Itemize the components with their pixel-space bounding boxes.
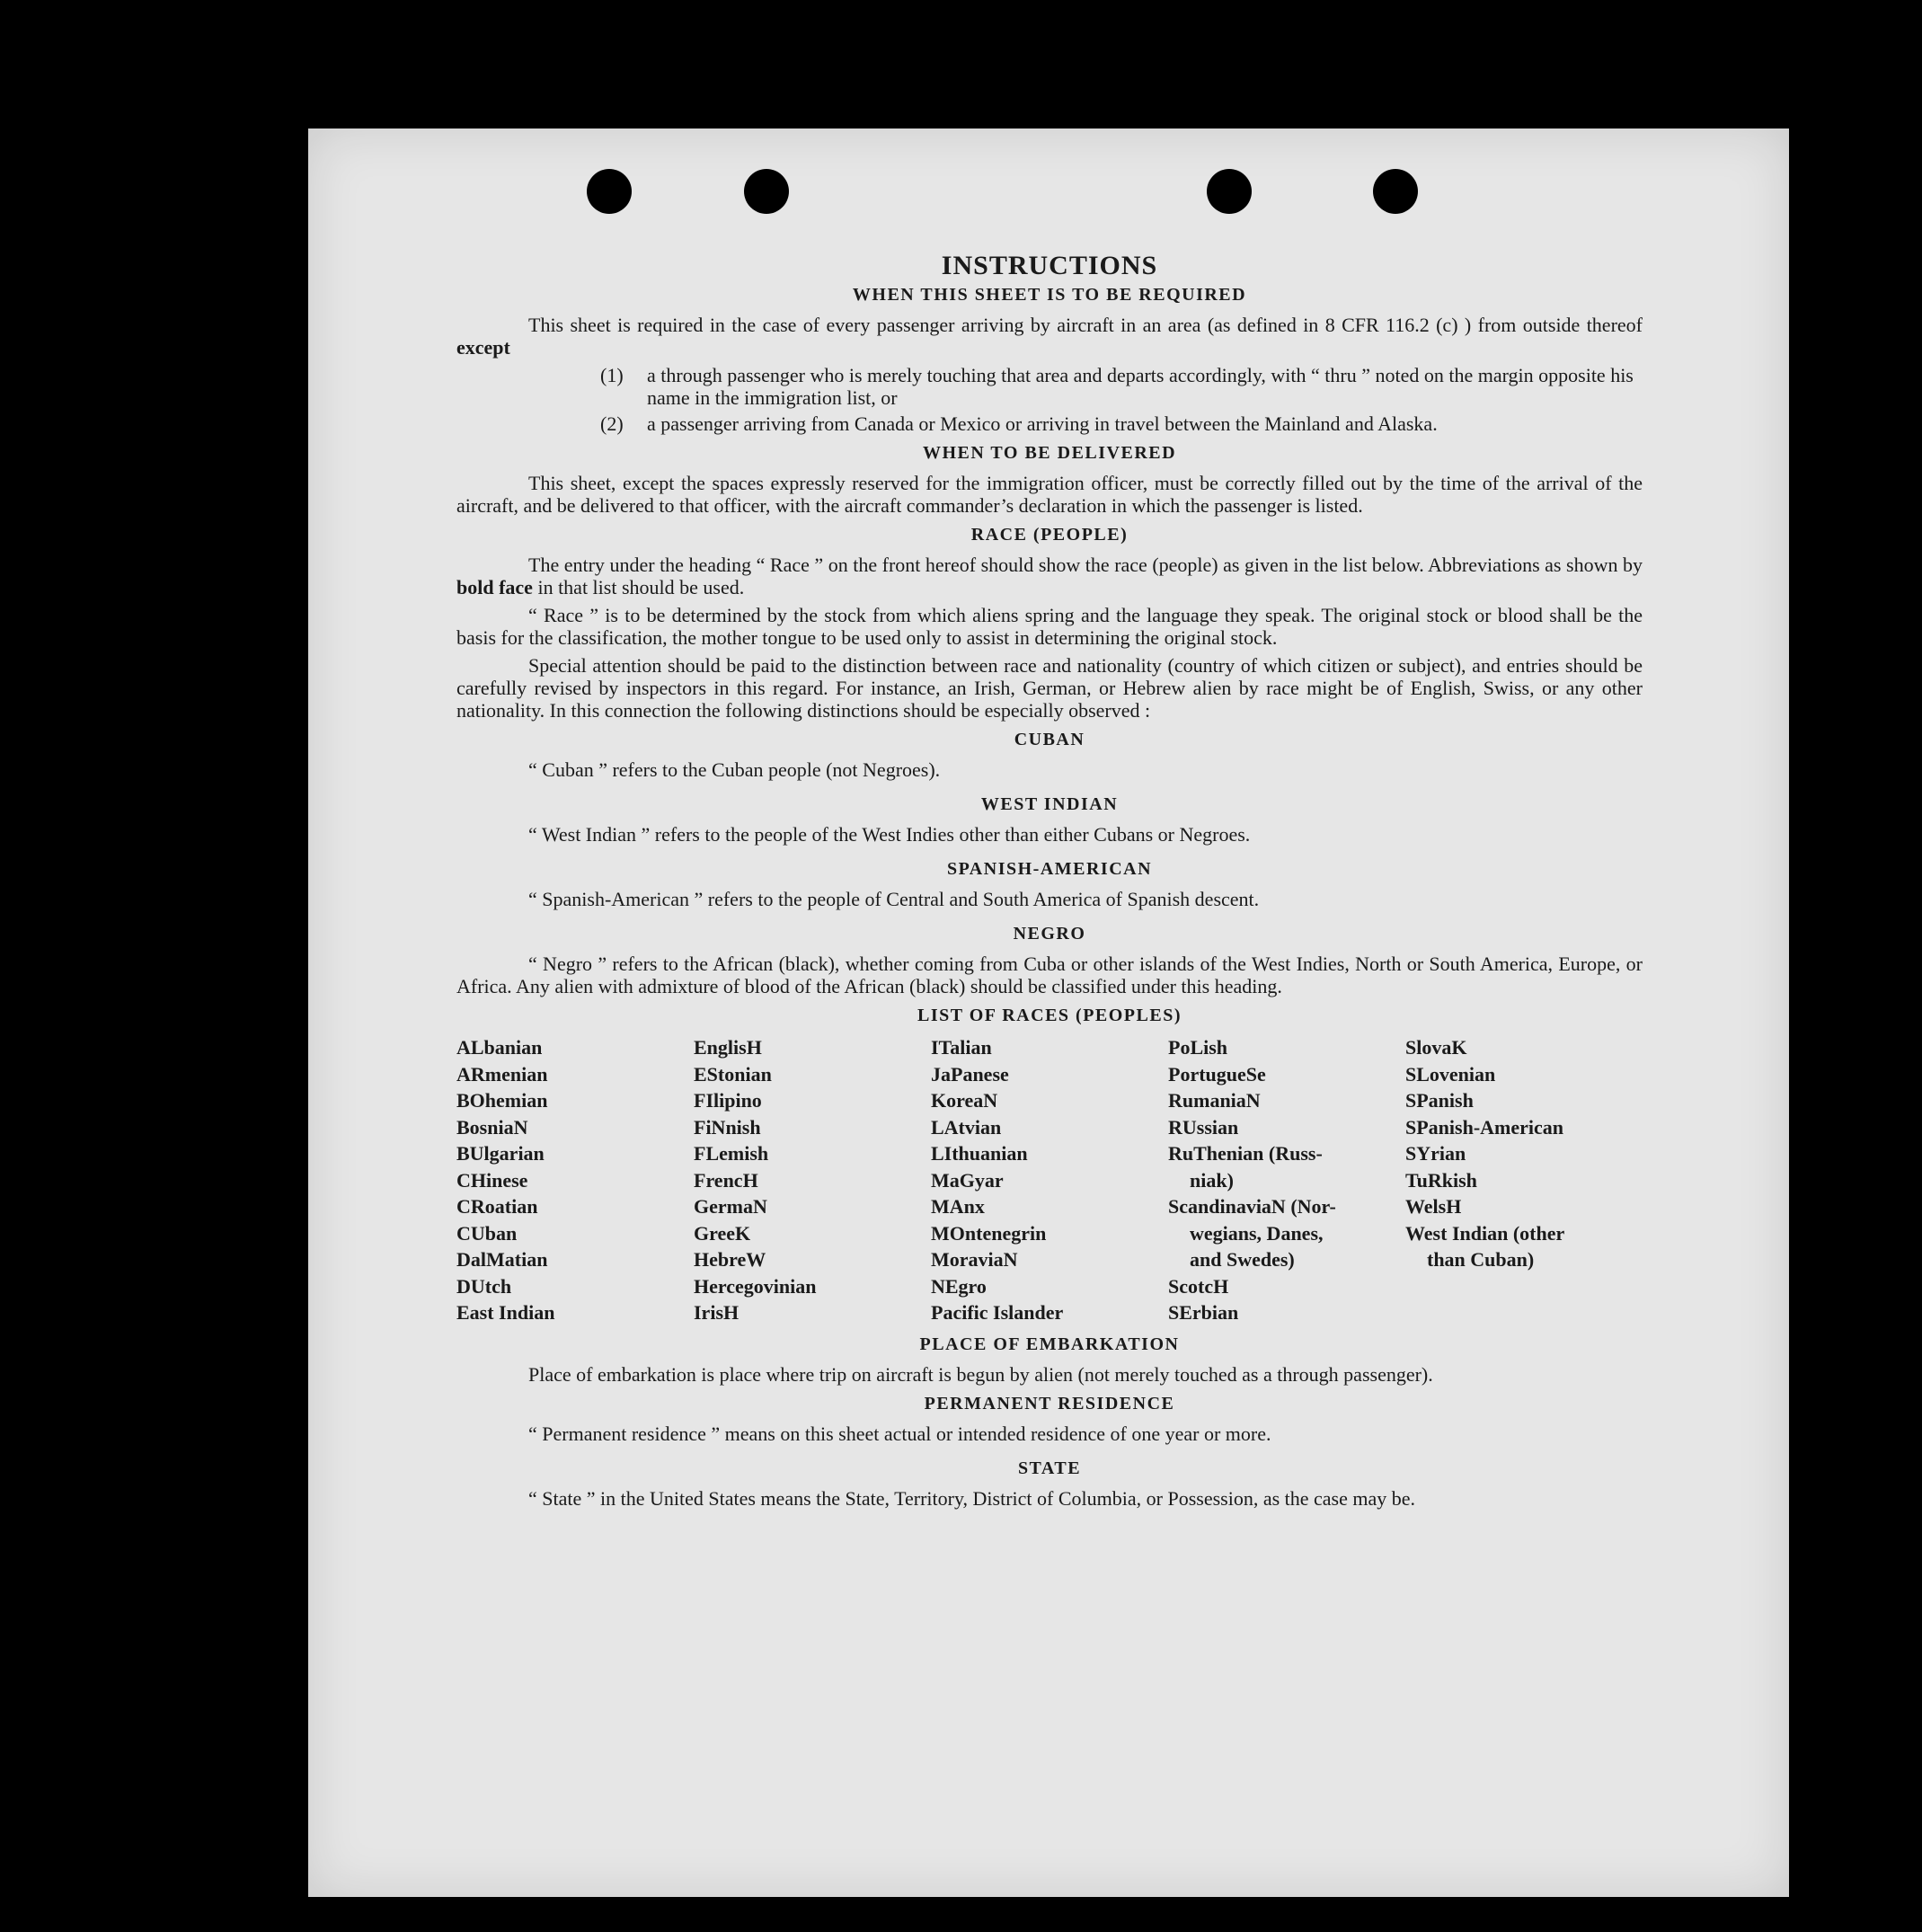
race-entry: LAtvian xyxy=(931,1115,1002,1139)
state-text: “ State ” in the United States means the State, Territory, District of Columbia, or Possession, as the case may be. xyxy=(528,1486,1416,1510)
heading-embarkation: PLACE OF EMBARKATION xyxy=(919,1334,1180,1354)
race-entry: FrencH xyxy=(694,1168,758,1192)
race-entry: MOntenegrin xyxy=(931,1221,1047,1245)
instructions-content xyxy=(456,251,1643,1515)
heading-west-indian: WEST INDIAN xyxy=(980,794,1119,814)
races-column xyxy=(1405,1034,1643,1326)
race-entry: than Cuban) xyxy=(1427,1248,1535,1271)
punch-hole xyxy=(1207,169,1252,214)
race-entry: SPanish xyxy=(1405,1089,1474,1112)
race-entry: SlovaK xyxy=(1405,1036,1467,1059)
races-column xyxy=(694,1034,931,1326)
race-entry: Hercegovinian xyxy=(694,1274,817,1298)
punch-hole xyxy=(1373,169,1418,214)
race-entry: HebreW xyxy=(694,1248,766,1271)
race-entry: TuRkish xyxy=(1405,1168,1477,1192)
race-entry: ScotcH xyxy=(1168,1274,1229,1298)
race-entry: SPanish-American xyxy=(1405,1115,1563,1139)
race-entry: CRoatian xyxy=(456,1195,538,1218)
race-entry: West Indian (other xyxy=(1405,1221,1565,1245)
heading-spanish-american: SPANISH-AMERICAN xyxy=(946,859,1153,879)
heading-permanent-residence: PERMANENT RESIDENCE xyxy=(924,1393,1175,1414)
race-entry: CUban xyxy=(456,1221,518,1245)
race-entry: DUtch xyxy=(456,1274,512,1298)
race-entry: MoraviaN xyxy=(931,1248,1018,1271)
race-entry: KoreaN xyxy=(931,1089,998,1112)
race-entry: SErbian xyxy=(1168,1301,1239,1324)
spanish-american-text: “ Spanish-American ” refers to the people of Central and South America of Spanish descent. xyxy=(528,888,1260,910)
race-entry: CHinese xyxy=(456,1168,528,1192)
heading-list-of-races: LIST OF RACES (PEOPLES) xyxy=(917,1006,1182,1025)
race-entry: East Indian xyxy=(456,1301,555,1324)
cuban-text: “ Cuban ” refers to the Cuban people (not Negroes). xyxy=(528,758,941,781)
west-indian-text: “ West Indian ” refers to the people of the West Indies other than either Cubans or Negroes. xyxy=(528,823,1251,846)
race-entry: FIlipino xyxy=(694,1089,762,1112)
race-entry: BosniaN xyxy=(456,1115,528,1139)
document-page xyxy=(308,129,1789,1897)
race-entry: RuThenian (Russ- xyxy=(1168,1142,1323,1165)
delivered-text: This sheet, except the spaces expressly reserved for the immigration officer, must be correctly filled out by the time of the arrival of the aircraft, and be delivered to that officer, with the aircraft commander’s declaration in which the passenger is listed. xyxy=(456,472,1643,517)
race-entry: MAnx xyxy=(931,1195,985,1218)
race-p1: The entry under the heading “ Race ” on the front hereof should show the race (people) as given in the list below. Abbreviations as shown by bold face in that list should be used. xyxy=(456,554,1643,598)
race-entry: RUssian xyxy=(1168,1115,1239,1139)
heading-required: WHEN THIS SHEET IS TO BE REQUIRED xyxy=(852,285,1247,305)
race-entry: EStonian xyxy=(694,1062,772,1086)
heading-race: RACE (PEOPLE) xyxy=(970,525,1129,545)
race-entry: niak) xyxy=(1190,1168,1234,1192)
race-entry: ARmenian xyxy=(456,1062,548,1086)
race-entry: BUlgarian xyxy=(456,1142,545,1165)
race-entry: wegians, Danes, xyxy=(1190,1221,1324,1245)
race-entry: JaPanese xyxy=(931,1062,1009,1086)
race-entry: EnglisH xyxy=(694,1036,762,1059)
punch-hole xyxy=(744,169,789,214)
race-entry: FiNnish xyxy=(694,1115,761,1139)
race-entry: RumaniaN xyxy=(1168,1089,1261,1112)
race-entry: PoLish xyxy=(1168,1036,1228,1059)
race-entry: GermaN xyxy=(694,1195,767,1218)
races-column xyxy=(456,1034,694,1326)
race-entry: DalMatian xyxy=(456,1248,548,1271)
races-list xyxy=(456,1034,1643,1326)
race-entry: ITalian xyxy=(931,1036,992,1059)
race-entry: GreeK xyxy=(694,1221,751,1245)
race-entry: LIthuanian xyxy=(931,1142,1028,1165)
required-intro: This sheet is required in the case of every passenger arriving by aircraft in an area (as defined in 8 CFR 116.2 (c) ) from outside thereof except xyxy=(456,314,1643,359)
race-entry: BOhemian xyxy=(456,1089,548,1112)
residence-text: “ Permanent residence ” means on this sheet actual or intended residence of one year or more. xyxy=(528,1422,1271,1445)
race-entry: FLemish xyxy=(694,1142,769,1165)
race-entry: PortugueSe xyxy=(1168,1062,1266,1086)
page-title: INSTRUCTIONS xyxy=(941,251,1158,280)
race-entry: NEgro xyxy=(931,1274,987,1298)
embarkation-text: Place of embarkation is place where trip on aircraft is begun by alien (not merely touched as a through passenger). xyxy=(528,1362,1433,1386)
race-entry: ALbanian xyxy=(456,1036,543,1059)
heading-negro: NEGRO xyxy=(1013,924,1086,944)
heading-cuban: CUBAN xyxy=(1014,730,1085,749)
race-entry: ScandinaviaN (Nor- xyxy=(1168,1195,1336,1218)
race-entry: SYrian xyxy=(1405,1142,1466,1165)
race-entry: WelsH xyxy=(1405,1195,1462,1218)
race-entry: MaGyar xyxy=(931,1168,1004,1192)
race-entry: SLovenian xyxy=(1405,1062,1496,1086)
punch-hole xyxy=(587,169,632,214)
exception-item: (2) a passenger arriving from Canada or Mexico or arriving in travel between the Mainland and Alaska. xyxy=(600,412,1438,435)
race-entry: and Swedes) xyxy=(1190,1248,1295,1271)
heading-delivered: WHEN TO BE DELIVERED xyxy=(922,443,1177,463)
race-p3: Special attention should be paid to the distinction between race and nationality (country of which citizen or subject), and entries should be carefully revised by inspectors in this regard. For instance, an Irish, German, or Hebrew alien by race might be of English, Swiss, or any other nationality. In this connection the following distinctions should be especially observed : xyxy=(456,654,1643,722)
negro-text: “ Negro ” refers to the African (black), whether coming from Cuba or other islands of the West Indies, North or South America, Europe, or Africa. Any alien with admixture of blood of the African (black) should be classified under this heading. xyxy=(456,953,1643,997)
race-p2: “ Race ” is to be determined by the stock from which aliens spring and the language they speak. The original stock or blood shall be the basis for the classification, the mother tongue to be used only to assist in determining the original stock. xyxy=(456,604,1643,649)
race-entry: Pacific Islander xyxy=(931,1301,1064,1324)
heading-state: STATE xyxy=(1017,1458,1082,1478)
races-column xyxy=(931,1034,1168,1326)
race-entry: IrisH xyxy=(694,1301,740,1324)
races-column xyxy=(1168,1034,1405,1326)
exception-item: (1) a through passenger who is merely touching that area and departs accordingly, with “ thru ” noted on the margin opposite his name in the immigration list, or xyxy=(600,364,1634,409)
